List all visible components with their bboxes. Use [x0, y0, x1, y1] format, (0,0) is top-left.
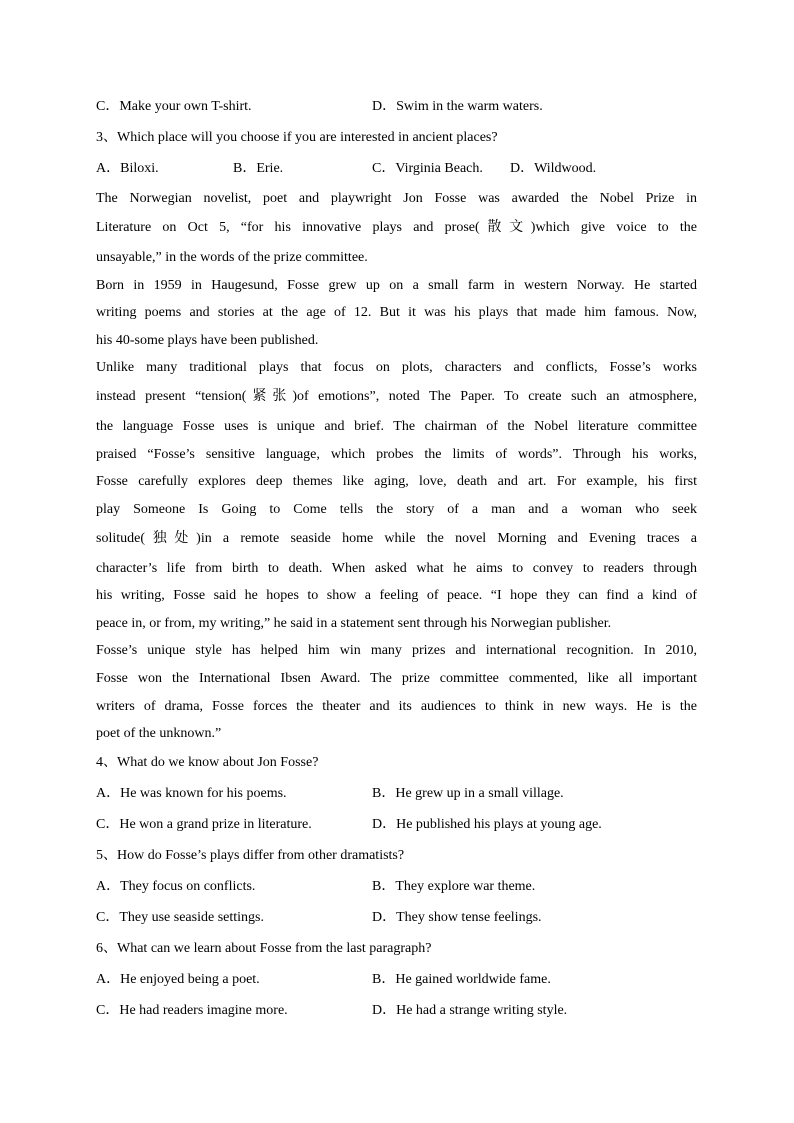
passage-p2-line-2: writing poems and stories at the age of 12. But it was his plays that made him famous. Now, — [96, 305, 697, 320]
passage-p3-line-6: play Someone Is Going to Come tells the story of a man and a woman who seek — [96, 502, 697, 517]
q4-option-d: D．He published his plays at young age. — [372, 817, 602, 832]
passage-p3-line-8: character’s life from birth to death. When asked what he aims to convey to readers through — [96, 561, 697, 576]
passage-p3-line-2: instead present “tension(紧张)of emotions”, noted The Paper. To create such an atmosphere, — [96, 389, 697, 404]
q6-options-row-cd — [96, 1001, 697, 1021]
q5-option-d: D．They show tense feelings. — [372, 910, 542, 925]
passage-p1-line-3: unsayable,” in the words of the prize committee. — [96, 250, 368, 265]
passage-p3-line-4: praised “Fosse’s sensitive language, which probes the limits of words”. Through his works, — [96, 447, 697, 462]
passage-p3-line-3: the language Fosse uses is unique and brief. The chairman of the Nobel literature committee — [96, 419, 697, 434]
q5-option-a: A．They focus on conflicts. — [96, 879, 256, 894]
passage-p4-line-3: writers of drama, Fosse forces the theater and its audiences to think in new ways. He is the — [96, 699, 697, 714]
passage-p4-line-4: poet of the unknown.” — [96, 726, 222, 741]
q6-option-a: A．He enjoyed being a poet. — [96, 972, 260, 987]
q2-option-c: C．Make your own T-shirt. — [96, 99, 252, 114]
q5-option-c: C．They use seaside settings. — [96, 910, 264, 925]
passage-p3-line-10: peace in, or from, my writing,” he said in a statement sent through his Norwegian publisher. — [96, 616, 612, 631]
q5-options-row-cd — [96, 908, 697, 928]
q4-option-a: A．He was known for his poems. — [96, 786, 287, 801]
q3-question: 3、Which place will you choose if you are interested in ancient places? — [96, 130, 498, 145]
q4-options-row-ab — [96, 784, 697, 804]
passage-p1-line-2: Literature on Oct 5, “for his innovative plays and prose(散文)which give voice to the — [96, 220, 697, 235]
q5-question: 5、How do Fosse’s plays differ from other dramatists? — [96, 848, 405, 863]
q6-question: 6、What can we learn about Fosse from the last paragraph? — [96, 941, 432, 956]
q4-option-c: C．He won a grand prize in literature. — [96, 817, 312, 832]
q4-options-row-cd — [96, 815, 697, 835]
q4-option-b: B．He grew up in a small village. — [372, 786, 564, 801]
passage-p4-line-2: Fosse won the International Ibsen Award. The prize committee commented, like all important — [96, 671, 697, 686]
q6-option-d: D．He had a strange writing style. — [372, 1003, 568, 1018]
q3-option-a: A．Biloxi. — [96, 161, 159, 176]
passage-p2-line-1: Born in 1959 in Haugesund, Fosse grew up on a small farm in western Norway. He started — [96, 278, 697, 293]
q5-option-b: B．They explore war theme. — [372, 879, 536, 894]
q6-options-row-ab — [96, 970, 697, 990]
passage-p3-line-5: Fosse carefully explores deep themes like aging, love, death and art. For example, his first — [96, 474, 697, 489]
passage-p3-line-1: Unlike many traditional plays that focus on plots, characters and conflicts, Fosse’s works — [96, 360, 697, 375]
passage-p3-line-7: solitude(独处)in a remote seaside home while the novel Morning and Evening traces a — [96, 531, 697, 546]
q2-option-d: D．Swim in the warm waters. — [372, 99, 543, 114]
q2-options-row-cd — [96, 97, 697, 117]
passage-p4-line-1: Fosse’s unique style has helped him win many prizes and international recognition. In 2010, — [96, 643, 697, 658]
q5-options-row-ab — [96, 877, 697, 897]
q6-option-b: B．He gained worldwide fame. — [372, 972, 551, 987]
q6-option-c: C．He had readers imagine more. — [96, 1003, 288, 1018]
q3-option-b: B．Erie. — [233, 161, 284, 176]
passage-p1-line-1: The Norwegian novelist, poet and playwright Jon Fosse was awarded the Nobel Prize in — [96, 191, 697, 206]
passage-p3-line-9: his writing, Fosse said he hopes to show a feeling of peace. “I hope they can find a kind of — [96, 588, 697, 603]
q4-question: 4、What do we know about Jon Fosse? — [96, 755, 319, 770]
q3-options-row — [96, 159, 697, 179]
passage-p2-line-3: his 40-some plays have been published. — [96, 333, 319, 348]
q3-option-d: D．Wildwood. — [510, 161, 597, 176]
q3-option-c: C．Virginia Beach. — [372, 161, 483, 176]
